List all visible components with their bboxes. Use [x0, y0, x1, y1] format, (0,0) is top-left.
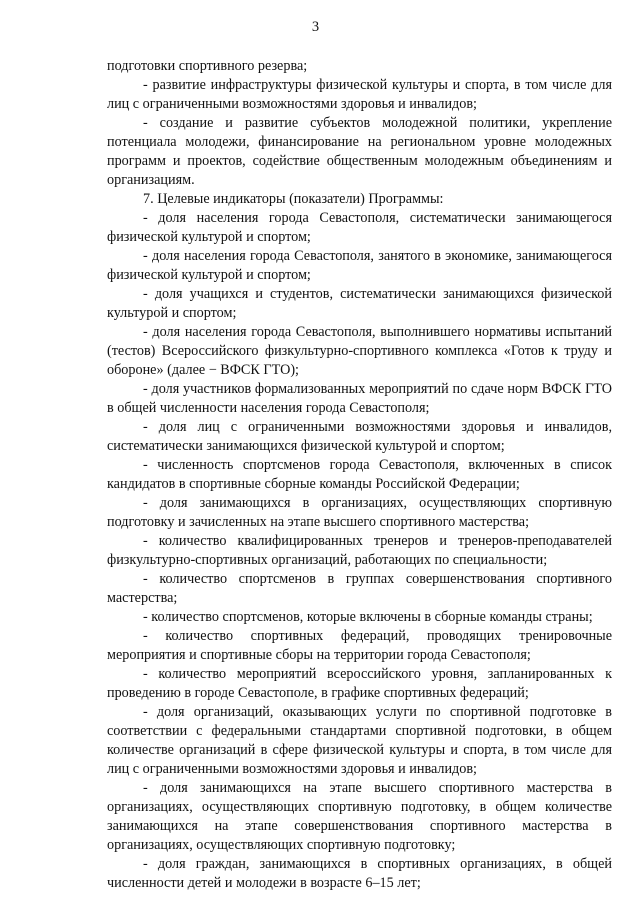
paragraph: - доля организаций, оказывающих услуги по спортивной подготовке в соответствии с федеральными стандартами спортивной подготовки, в общем количестве организаций в сфере физической культуры и спорта, в том числе для лиц с ограниченными возможностями здоровья и инвалидов;: [107, 704, 612, 777]
section-heading: 7. Целевые индикаторы (показатели) Программы:: [143, 191, 444, 207]
paragraph: - доля участников формализованных мероприятий по сдаче норм ВФСК ГТО в общей численности населения города Севастополя;: [107, 381, 612, 416]
paragraph: - численность спортсменов города Севастополя, включенных в список кандидатов в спортивные сборные команды Российской Федерации;: [107, 457, 612, 492]
paragraph: - доля населения города Севастополя, выполнившего нормативы испытаний (тестов) Всероссийского физкультурно-спортивного комплекса «Готов к труду и обороне» (далее − ВФСК ГТО);: [107, 324, 612, 378]
paragraph: - создание и развитие субъектов молодежной политики, укрепление потенциала молодежи, финансирование на региональном уровне молодежных программ и проектов, содействие общественным молодежным объединениям и организациям.: [107, 115, 612, 188]
paragraph: - доля учащихся и студентов, систематически занимающихся физической культурой и спортом;: [107, 286, 612, 321]
paragraph: - доля населения города Севастополя, систематически занимающегося физической культурой и спортом;: [107, 210, 612, 245]
paragraph: - количество мероприятий всероссийского уровня, запланированных к проведению в городе Севастополе, в графике спортивных федераций;: [107, 666, 612, 701]
paragraph: - доля граждан, занимающихся в спортивных организациях, в общей численности детей и молодежи в возрасте 6–15 лет;: [107, 856, 612, 891]
paragraph: - доля лиц с ограниченными возможностями здоровья и инвалидов, систематически занимающихся физической культурой и спортом;: [107, 419, 612, 454]
paragraph: - количество спортсменов в группах совершенствования спортивного мастерства;: [107, 571, 612, 606]
paragraph: - количество квалифицированных тренеров и тренеров-преподавателей физкультурно-спортивных организаций, работающих по специальности;: [107, 533, 612, 568]
paragraph: - количество спортивных федераций, проводящих тренировочные мероприятия и спортивные сборы на территории города Севастополя;: [107, 628, 612, 663]
page-number: 3: [311, 19, 320, 35]
paragraph: - доля занимающихся в организациях, осуществляющих спортивную подготовку и зачисленных на этапе высшего спортивного мастерства;: [107, 495, 612, 530]
paragraph: - развитие инфраструктуры физической культуры и спорта, в том числе для лиц с ограниченными возможностями здоровья и инвалидов;: [107, 77, 612, 112]
paragraph: подготовки спортивного резерва;: [107, 58, 308, 74]
paragraph: - доля занимающихся на этапе высшего спортивного мастерства в организациях, осуществляющих спортивную подготовку, в общем количестве занимающихся на этапе совершенствования спортивного мастерства в организациях, осуществляющих спортивную подготовку;: [107, 780, 612, 853]
paragraph: - доля населения города Севастополя, занятого в экономике, занимающегося физической культурой и спортом;: [107, 248, 612, 283]
paragraph: - количество спортсменов, которые включены в сборные команды страны;: [143, 609, 593, 625]
document-body: [107, 57, 612, 893]
